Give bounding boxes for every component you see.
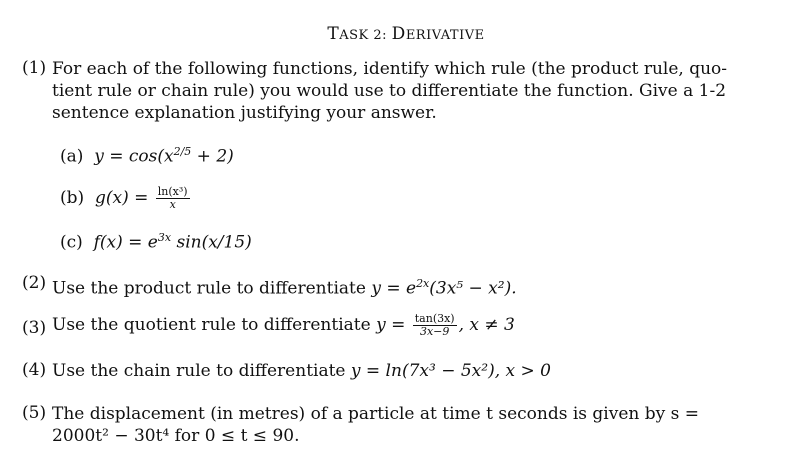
- q1a: [60, 145, 234, 167]
- q2-number: (2): [22, 273, 47, 293]
- q3-condition: , x ≠ 3: [458, 315, 515, 335]
- q5-number: (5): [22, 403, 47, 423]
- q2-expr: y = e: [371, 278, 417, 299]
- q3-instruction: Use the quotient rule to differentiate: [52, 315, 377, 335]
- q1-number: (1): [22, 58, 47, 78]
- q1-line: tient rule or chain rule) you would use to differentiate the function. Give a 1-2: [52, 81, 727, 101]
- task-title: [0, 24, 812, 44]
- q2-expr: (3x⁵ − x²).: [429, 278, 517, 299]
- q1a-expr: + 2): [191, 146, 234, 167]
- q4-expr: y = ln(7x³ − 5x²), x > 0: [350, 361, 551, 381]
- q2-exponent: 2x: [416, 277, 430, 290]
- q4-number: (4): [22, 360, 47, 380]
- q3-fraction: [413, 313, 457, 338]
- q1c-expr: sin(x/15): [171, 232, 252, 253]
- q1b: [60, 186, 192, 211]
- title-part: ERIVATIVE: [405, 28, 485, 43]
- q1-line: For each of the following functions, identify which rule (the product rule, quo-: [52, 59, 728, 79]
- q5-line: The displacement (in metres) of a particle at time t seconds is given by s =: [52, 404, 700, 424]
- q1c-label: (c): [60, 232, 83, 253]
- q5-line: 2000t² − 30t⁴ for 0 ≤ t ≤ 90.: [52, 426, 300, 446]
- title-part: T: [327, 24, 340, 44]
- q1b-fraction: [156, 186, 190, 211]
- q1b-lhs: g(x) =: [94, 188, 154, 208]
- q5-text: [52, 403, 699, 447]
- q1-line: sentence explanation justifying your answer.: [52, 103, 437, 123]
- q3-lhs: y =: [376, 315, 411, 335]
- q1b-label: (b): [60, 188, 85, 208]
- q1-text: [52, 58, 727, 124]
- q3-denominator: 3x−9: [419, 325, 450, 338]
- q3-number: (3): [22, 318, 47, 338]
- title-part: D: [391, 24, 406, 44]
- q4-instruction: Use the chain rule to differentiate: [52, 361, 351, 381]
- q1c-exponent: 3x: [157, 231, 172, 244]
- q2-text: [52, 273, 517, 300]
- q1a-exponent: 2/5: [173, 145, 192, 158]
- q1b-numerator: ln(x³): [157, 185, 188, 198]
- q1c: [60, 231, 252, 253]
- q1b-denominator: x: [169, 198, 176, 211]
- q3-numerator: tan(3x): [414, 312, 455, 325]
- q4-text: [52, 360, 551, 382]
- q1a-label: (a): [60, 146, 84, 167]
- q1c-expr: f(x) = e: [93, 232, 158, 253]
- q2-instruction: Use the product rule to differentiate: [52, 278, 372, 299]
- q3-text: [52, 313, 515, 338]
- q1a-expr: y = cos(x: [94, 146, 174, 167]
- title-part: ASK 2:: [339, 28, 392, 43]
